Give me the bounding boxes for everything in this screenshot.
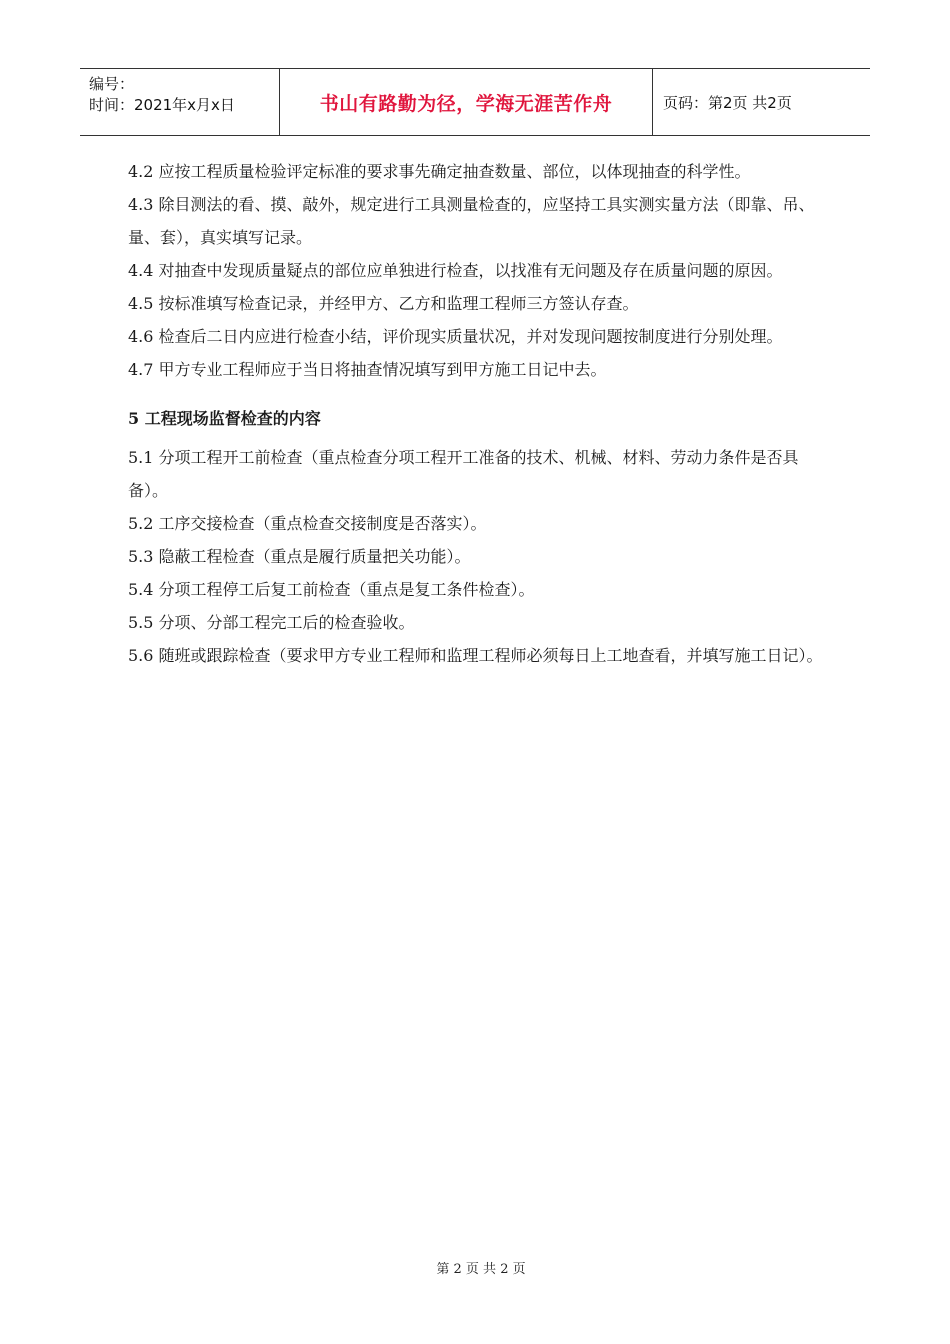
page-footer: 第 2 页 共 2 页 — [436, 1262, 526, 1277]
paragraph-5-6: 5.6 随班或跟踪检查（要求甲方专业工程师和监理工程师必须每日上工地查看，并填写施工日记）。 — [128, 646, 823, 665]
paragraph-4-6: 4.6 检查后二日内应进行检查小结，评价现实质量状况，并对发现问题按制度进行分别处理。 — [128, 327, 783, 346]
document-date: 时间：2021年x月x日 — [89, 96, 235, 114]
paragraph-5-4: 5.4 分项工程停工后复工前检查（重点是复工条件检查）。 — [128, 580, 535, 599]
paragraph-5-3: 5.3 隐蔽工程检查（重点是履行质量把关功能）。 — [128, 547, 471, 566]
section-5-heading: 5 工程现场监督检查的内容 — [128, 409, 321, 428]
paragraph-4-7: 4.7 甲方专业工程师应于当日将抽查情况填写到甲方施工日记中去。 — [128, 360, 607, 379]
paragraph-4-2: 4.2 应按工程质量检验评定标准的要求事先确定抽查数量、部位，以体现抽查的科学性。 — [128, 162, 751, 181]
header-motto: 书山有路勤为径，学海无涯苦作舟 — [280, 69, 653, 135]
header-meta — [80, 69, 280, 135]
document-header — [80, 68, 870, 136]
document-number-label: 编号： — [89, 75, 135, 93]
paragraph-4-3: 4.3 除目测法的看、摸、敲外，规定进行工具测量检查的，应坚持工具实测实量方法（即靠、吊、量、套），真实填写记录。 — [128, 195, 815, 247]
document-body — [128, 155, 828, 672]
paragraph-5-2: 5.2 工序交接检查（重点检查交接制度是否落实）。 — [128, 514, 487, 533]
header-page-info: 页码：第2页 共2页 — [663, 93, 792, 112]
paragraph-4-5: 4.5 按标准填写检查记录，并经甲方、乙方和监理工程师三方签认存查。 — [128, 294, 639, 313]
paragraph-5-5: 5.5 分项、分部工程完工后的检查验收。 — [128, 613, 415, 632]
paragraph-5-1: 5.1 分项工程开工前检查（重点检查分项工程开工准备的技术、机械、材料、劳动力条件是否具备）。 — [128, 448, 799, 500]
paragraph-4-4: 4.4 对抽查中发现质量疑点的部位应单独进行检查，以找准有无问题及存在质量问题的原因。 — [128, 261, 783, 280]
